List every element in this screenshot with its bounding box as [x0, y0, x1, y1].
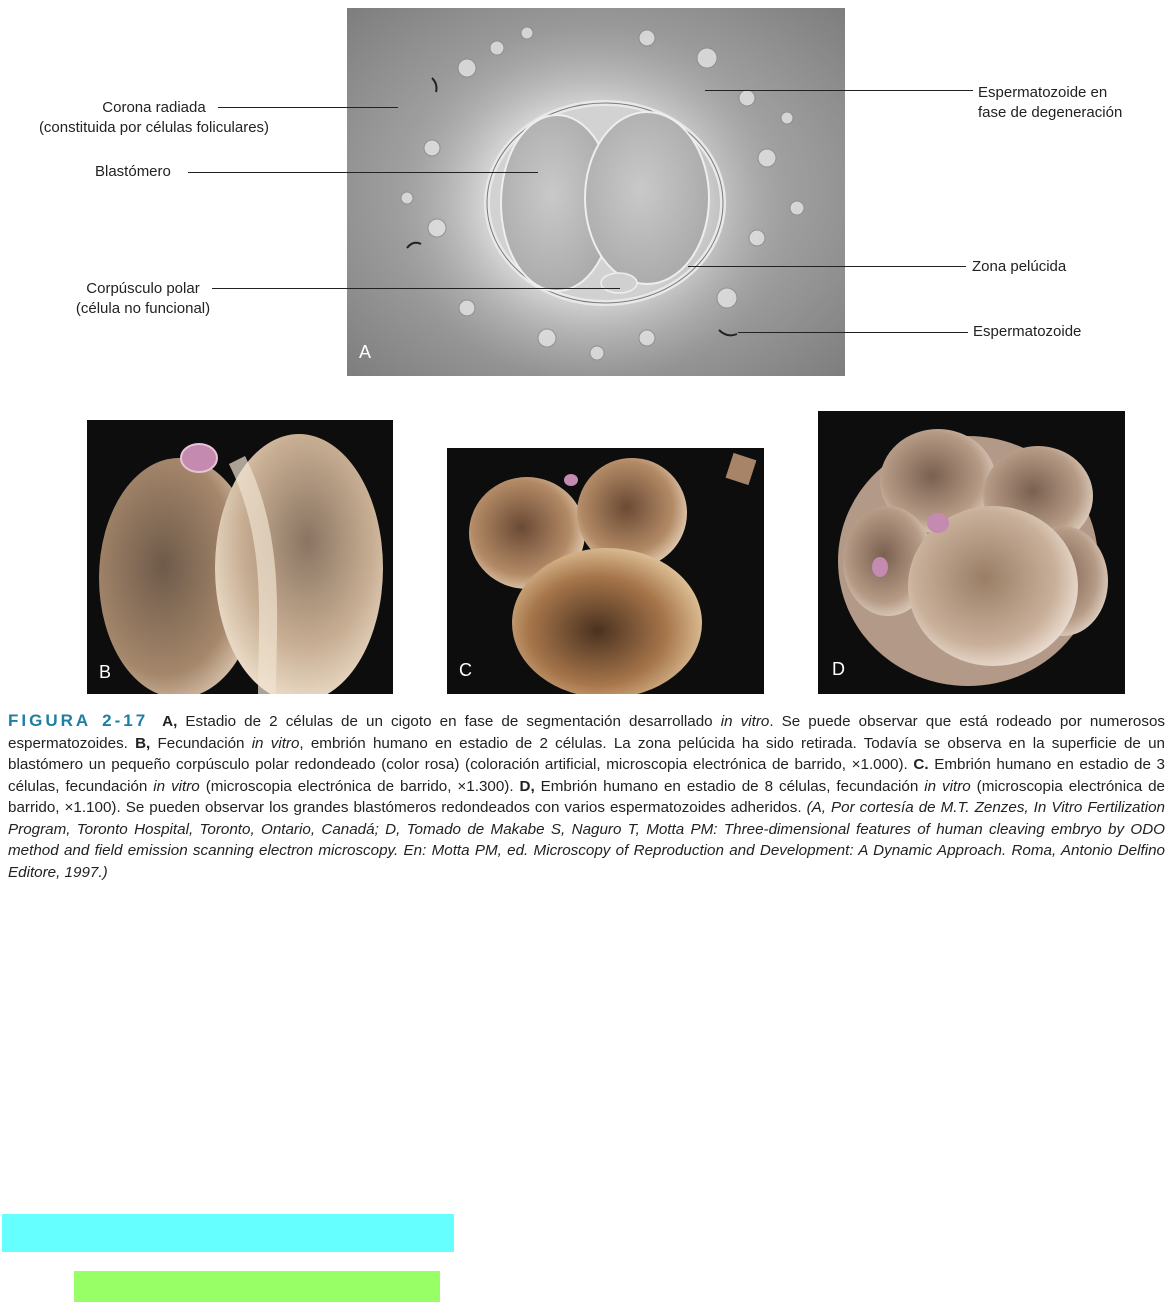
- caption-d-italic: in vitro: [924, 777, 971, 795]
- label-esperm-degen-line1: Espermatozoide en: [978, 84, 1108, 101]
- micrograph-panel-c: [447, 448, 764, 694]
- micrograph-panel-a: [347, 8, 845, 376]
- panel-c-letter: C: [459, 660, 472, 680]
- label-corona-radiada: [18, 98, 290, 138]
- micrograph-b-image: [87, 420, 393, 694]
- label-espermatozoide-degeneracion: [978, 83, 1122, 123]
- caption-b-label: B,: [135, 734, 151, 752]
- caption-b-text-1: Fecundación: [150, 734, 252, 752]
- leader-espermatozoide: [738, 332, 968, 333]
- figure-label: FIGURA 2-17: [8, 711, 149, 730]
- caption-a-text-1: Estadio de 2 células de un cigoto en fase de segmentación desarrollado: [177, 713, 721, 730]
- leader-blastomero: [188, 172, 538, 173]
- caption-b-italic: in vitro: [251, 734, 300, 752]
- figure-caption: [8, 710, 1165, 883]
- caption-d-text-1: Embrión humano en estadio de 8 células, fecundación: [534, 777, 925, 795]
- label-zona-pelucida: Zona pelúcida: [972, 258, 1067, 275]
- label-corpusculo-line1: Corpúsculo polar: [86, 280, 200, 297]
- micrograph-c-image: [447, 448, 764, 694]
- leader-corpusculo: [212, 288, 620, 289]
- label-corona-line2: (constituida por células foliculares): [38, 119, 270, 136]
- label-corpusculo-line2: (célula no funcional): [75, 300, 211, 317]
- caption-c-label: C.: [913, 756, 929, 773]
- panel-d-letter: D: [832, 659, 845, 679]
- micrograph-panel-d: [818, 411, 1125, 694]
- highlight-bar-green: [74, 1271, 440, 1302]
- caption-credits: (A, Por cortesía de M.T. Zenzes, In Vitro Fertilization Program, Toronto Hospital, Toronto, Ontario, Canadá; D, Tomado de Makabe S, Naguro T, Motta PM: Three-dimensional features of human cleaving embryo by ODO method and field emission scanning electron microscopy. En: Motta PM, ed. Microscopy of Reproduction and Development: A Dynamic Approach. Roma, Antonio Delfino Editore, 1997.): [8, 799, 1165, 881]
- caption-c-text-1: Embrión humano en estadio de 3 células, fecundación: [8, 756, 1165, 795]
- leader-zona: [688, 266, 966, 267]
- label-corona-line1: Corona radiada: [102, 99, 206, 116]
- caption-c-italic: in vitro: [153, 777, 200, 795]
- micrograph-a-image: [347, 8, 845, 376]
- panel-b-letter: B: [99, 662, 112, 682]
- leader-esperm-degen: [705, 90, 973, 91]
- caption-a-label: A,: [162, 713, 178, 730]
- micrograph-d-image: [818, 411, 1125, 694]
- caption-c-text-2: (microscopia electrónica de barrido, ×1.300).: [199, 777, 520, 795]
- caption-d-label: D,: [519, 777, 535, 795]
- caption-a-text-2: . Se puede observar que está rodeado por numerosos espermatozoides.: [8, 713, 1166, 752]
- panel-a-letter: A: [359, 342, 372, 362]
- label-esperm-degen-line2: fase de degeneración: [978, 104, 1123, 121]
- label-blastomero: Blastómero: [95, 163, 171, 180]
- highlight-bar-cyan: [2, 1214, 454, 1252]
- caption-d-text-2: (microscopia electrónica de barrido, ×1.100). Se pueden observar los grandes blastómeros redondeados con varios espermatozoides adheridos.: [8, 777, 1165, 816]
- caption-a-italic: in vitro: [720, 713, 770, 730]
- caption-b-text-2: , embrión humano en estadio de 2 células. La zona pelúcida ha sido retirada. Todavía se observa en la superficie de un blastómero un pequeño corpúsculo polar redondeado (color rosa) (coloración artificial, microscopia electrónica de barrido, ×1.000).: [8, 734, 1165, 773]
- label-espermatozoide: Espermatozoide: [973, 323, 1082, 340]
- micrograph-panel-b: [87, 420, 393, 694]
- label-corpusculo-polar: [48, 279, 238, 319]
